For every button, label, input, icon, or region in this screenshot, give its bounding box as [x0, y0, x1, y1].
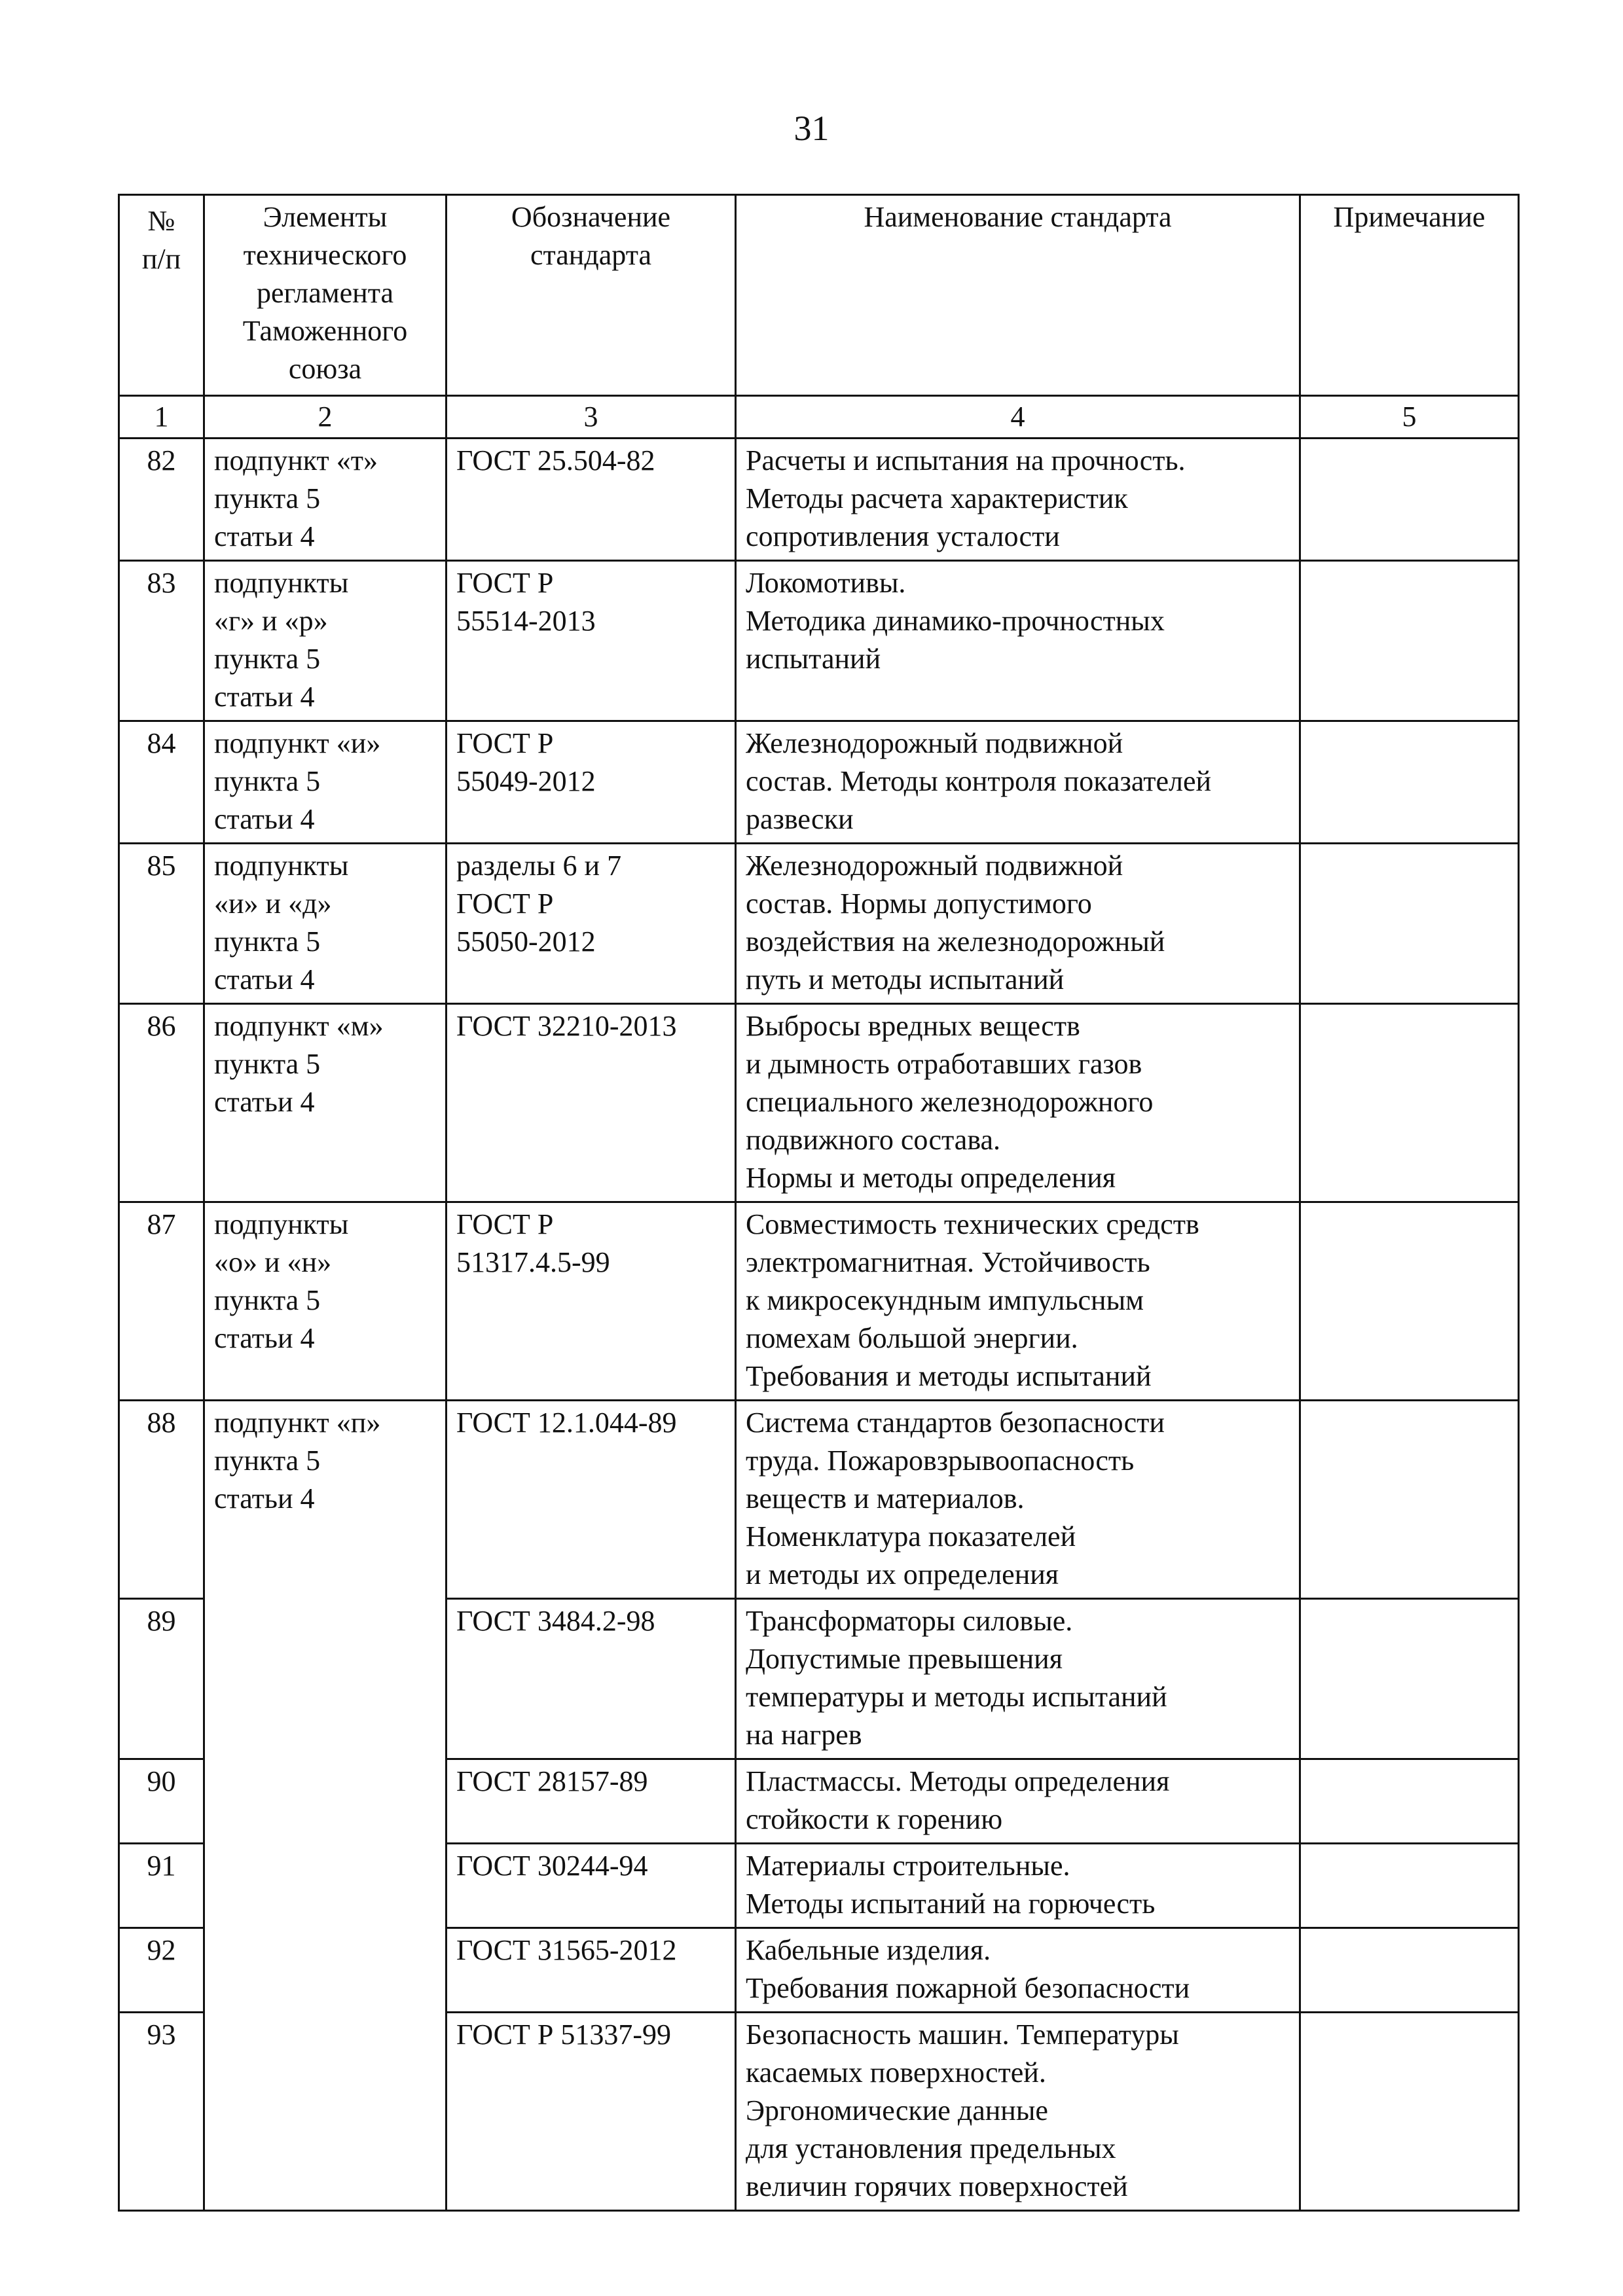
row-note — [1300, 1599, 1519, 1759]
page-number: 31 — [793, 109, 830, 148]
table-row — [119, 561, 1519, 721]
table-row — [119, 1759, 1519, 1844]
row-element: подпункты «г» и «р» пункта 5 статьи 4 — [204, 561, 447, 721]
column-number: 2 — [204, 396, 447, 439]
table-row — [119, 1928, 1519, 2013]
row-note — [1300, 1004, 1519, 1202]
row-standard-name: Материалы строительные. Методы испытаний на горючесть — [736, 1844, 1300, 1928]
row-note — [1300, 1759, 1519, 1844]
row-element: подпункты «о» и «н» пункта 5 статьи 4 — [204, 1202, 447, 1401]
row-designation: ГОСТ 31565-2012 — [447, 1928, 736, 2013]
row-element: подпункт «п» пункта 5 статьи 4 — [204, 1401, 447, 1599]
row-element — [204, 2013, 447, 2211]
table-row — [119, 1844, 1519, 1928]
row-standard-name: Трансформаторы силовые. Допустимые превышения температуры и методы испытаний на нагрев — [736, 1599, 1300, 1759]
row-designation: ГОСТ 32210-2013 — [447, 1004, 736, 1202]
row-number: 88 — [119, 1401, 204, 1599]
table-row — [119, 439, 1519, 561]
row-number: 85 — [119, 844, 204, 1004]
row-designation: ГОСТ Р 55049-2012 — [447, 721, 736, 844]
row-number: 83 — [119, 561, 204, 721]
row-standard-name: Железнодорожный подвижной состав. Методы контроля показателей развески — [736, 721, 1300, 844]
header-name: Наименование стандарта — [736, 195, 1300, 396]
row-element — [204, 1844, 447, 1928]
table-row — [119, 721, 1519, 844]
row-element: подпункт «т» пункта 5 статьи 4 — [204, 439, 447, 561]
header-note: Примечание — [1300, 195, 1519, 396]
row-note — [1300, 561, 1519, 721]
row-designation: разделы 6 и 7 ГОСТ Р 55050-2012 — [447, 844, 736, 1004]
column-number: 1 — [119, 396, 204, 439]
row-note — [1300, 439, 1519, 561]
table-row — [119, 1401, 1519, 1599]
row-designation: ГОСТ Р 55514-2013 — [447, 561, 736, 721]
row-standard-name: Система стандартов безопасности труда. Пожаровзрывоопасность веществ и материалов. Номенклатура показателей и методы их определения — [736, 1401, 1300, 1599]
row-element: подпункт «м» пункта 5 статьи 4 — [204, 1004, 447, 1202]
header-num: № п/п — [119, 195, 204, 396]
row-designation: ГОСТ 28157-89 — [447, 1759, 736, 1844]
row-standard-name: Пластмассы. Методы определения стойкости к горению — [736, 1759, 1300, 1844]
column-number-row — [119, 396, 1519, 439]
table-row — [119, 2013, 1519, 2211]
row-note — [1300, 844, 1519, 1004]
row-number: 86 — [119, 1004, 204, 1202]
row-note — [1300, 1844, 1519, 1928]
row-standard-name: Расчеты и испытания на прочность. Методы расчета характеристик сопротивления усталости — [736, 439, 1300, 561]
row-number: 90 — [119, 1759, 204, 1844]
row-standard-name: Совместимость технических средств электромагнитная. Устойчивость к микросекундным импульсным помехам большой энергии. Требования и методы испытаний — [736, 1202, 1300, 1401]
table-row — [119, 1599, 1519, 1759]
table-row — [119, 844, 1519, 1004]
row-number: 93 — [119, 2013, 204, 2211]
row-number: 87 — [119, 1202, 204, 1401]
row-note — [1300, 1202, 1519, 1401]
row-number: 84 — [119, 721, 204, 844]
row-element — [204, 1928, 447, 2013]
table-header-row — [119, 195, 1519, 396]
row-element — [204, 1599, 447, 1759]
header-designation: Обозначение стандарта — [447, 195, 736, 396]
row-designation: ГОСТ Р 51337-99 — [447, 2013, 736, 2211]
row-standard-name: Кабельные изделия. Требования пожарной безопасности — [736, 1928, 1300, 2013]
row-element — [204, 1759, 447, 1844]
row-note — [1300, 721, 1519, 844]
row-element: подпункты «и» и «д» пункта 5 статьи 4 — [204, 844, 447, 1004]
row-standard-name: Локомотивы. Методика динамико-прочностных испытаний — [736, 561, 1300, 721]
row-standard-name: Выбросы вредных веществ и дымность отработавших газов специального железнодорожного подвижного состава. Нормы и методы определения — [736, 1004, 1300, 1202]
table-row — [119, 1004, 1519, 1202]
column-number: 4 — [736, 396, 1300, 439]
header-elements: Элементы технического регламента Таможенного союза — [204, 195, 447, 396]
column-number: 3 — [447, 396, 736, 439]
row-note — [1300, 1928, 1519, 2013]
row-number: 91 — [119, 1844, 204, 1928]
row-number: 82 — [119, 439, 204, 561]
row-designation: ГОСТ 3484.2-98 — [447, 1599, 736, 1759]
row-number: 89 — [119, 1599, 204, 1759]
row-number: 92 — [119, 1928, 204, 2013]
row-standard-name: Железнодорожный подвижной состав. Нормы допустимого воздействия на железнодорожный путь и методы испытаний — [736, 844, 1300, 1004]
column-number: 5 — [1300, 396, 1519, 439]
row-element: подпункт «и» пункта 5 статьи 4 — [204, 721, 447, 844]
row-designation: ГОСТ 12.1.044-89 — [447, 1401, 736, 1599]
row-note — [1300, 1401, 1519, 1599]
row-note — [1300, 2013, 1519, 2211]
row-designation: ГОСТ 30244-94 — [447, 1844, 736, 1928]
row-standard-name: Безопасность машин. Температуры касаемых поверхностей. Эргономические данные для установления предельных величин горячих поверхностей — [736, 2013, 1300, 2211]
standards-table — [118, 194, 1520, 2212]
table-row — [119, 1202, 1519, 1401]
row-designation: ГОСТ 25.504-82 — [447, 439, 736, 561]
row-designation: ГОСТ Р 51317.4.5-99 — [447, 1202, 736, 1401]
